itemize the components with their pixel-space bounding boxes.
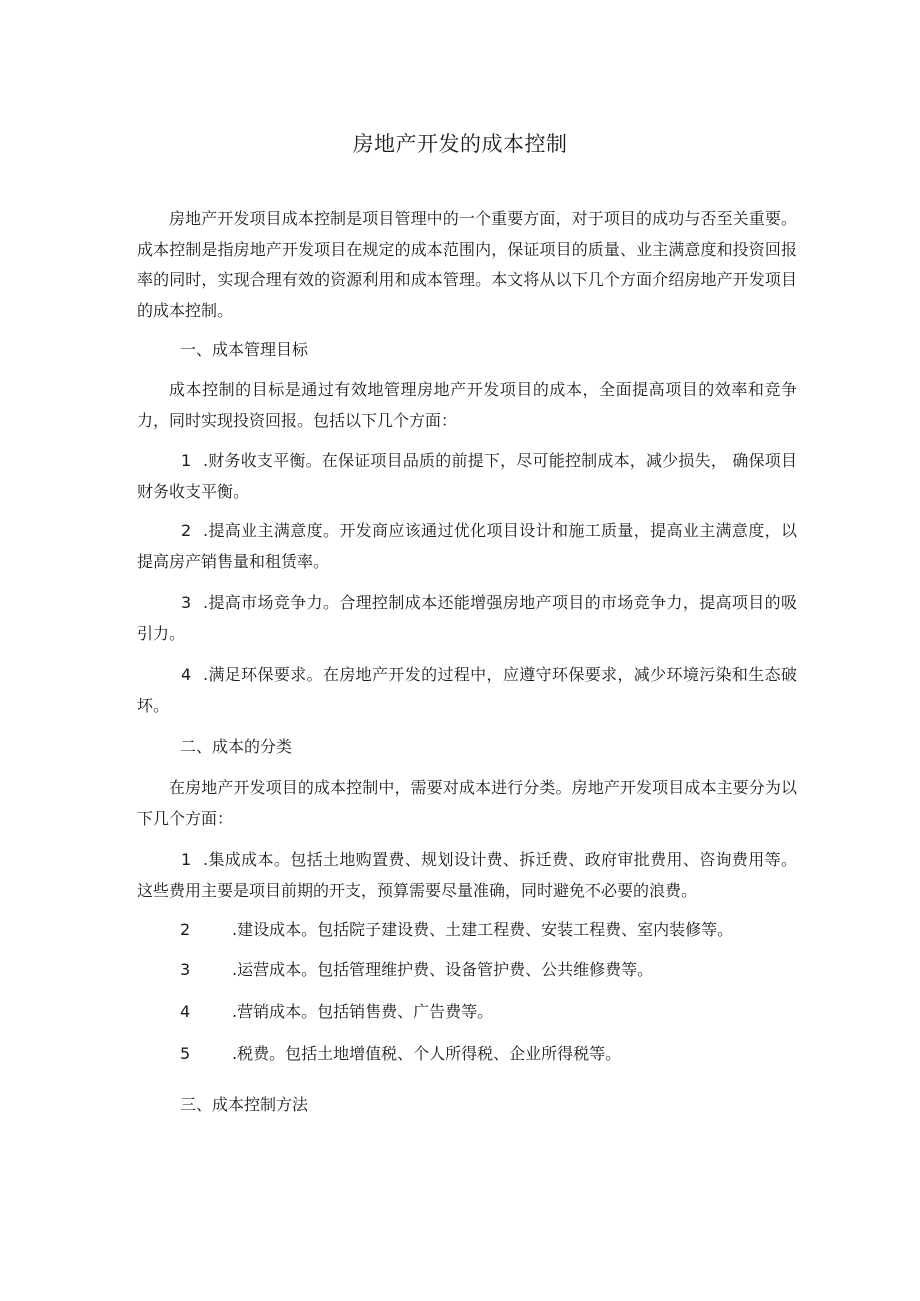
list-item	[137, 660, 797, 721]
list-item-text: .营销成本。包括销售费、广告费等。	[232, 1002, 494, 1021]
list-item	[180, 955, 653, 985]
section-heading-cost-control-methods: 三、成本控制方法	[180, 1095, 309, 1114]
list-item	[137, 845, 797, 906]
list-item-number: 5	[180, 1044, 191, 1063]
document-title: 房地产开发的成本控制	[352, 132, 568, 156]
list-item	[137, 446, 797, 507]
list-item-text: .建设成本。包括院子建设费、土建工程费、安装工程费、室内装修等。	[232, 920, 734, 939]
list-item	[180, 915, 733, 945]
list-item-number: 4	[180, 1002, 191, 1021]
list-item-text: .财务收支平衡。在保证项目品质的前提下，尽可能控制成本，减少损失， 确保项目财务收支平衡。	[137, 451, 797, 501]
list-item-number: 2	[181, 521, 192, 540]
list-item	[137, 516, 797, 577]
list-item-number: 2	[180, 920, 191, 939]
list-item-number: 1	[181, 850, 192, 869]
list-item-text: .集成成本。包括土地购置费、规划设计费、拆迁费、政府审批费用、咨询费用等。这些费用主要是项目前期的开支，预算需要尽量准确，同时避免不必要的浪费。	[137, 850, 797, 900]
section-heading-cost-classification: 二、成本的分类	[180, 737, 293, 756]
list-item-text: .提高市场竞争力。合理控制成本还能增强房地产项目的市场竞争力，提高项目的吸引力。	[137, 593, 797, 643]
list-item	[180, 997, 493, 1027]
list-item-text: .提高业主满意度。开发商应该通过优化项目设计和施工质量，提高业主满意度，以提高房产销售量和租赁率。	[137, 521, 797, 571]
section1-intro-paragraph: 成本控制的目标是通过有效地管理房地产开发项目的成本，全面提高项目的效率和竞争力，同时实现投资回报。包括以下几个方面：	[137, 380, 797, 430]
list-item-text: .满足环保要求。在房地产开发的过程中，应遵守环保要求，减少环境污染和生态破坏。	[137, 665, 797, 715]
list-item	[180, 1039, 621, 1069]
list-item-number: 3	[181, 593, 192, 612]
intro-paragraph: 房地产开发项目成本控制是项目管理中的一个重要方面，对于项目的成功与否至关重要。成本控制是指房地产开发项目在规定的成本范围内，保证项目的质量、业主满意度和投资回报率的同时，实现合理有效的资源利用和成本管理。本文将从以下几个方面介绍房地产开发项目的成本控制。	[137, 209, 797, 320]
section2-intro-paragraph: 在房地产开发项目的成本控制中，需要对成本进行分类。房地产开发项目成本主要分为以下几个方面：	[137, 778, 797, 828]
list-item-text: .运营成本。包括管理维护费、设备管护费、公共维修费等。	[232, 960, 654, 979]
list-item-number: 4	[181, 665, 192, 684]
section-heading-cost-goals: 一、成本管理目标	[180, 340, 309, 359]
list-item	[137, 588, 797, 649]
list-item-number: 3	[180, 960, 191, 979]
list-item-text: .税费。包括土地增值税、个人所得税、企业所得税等。	[232, 1044, 622, 1063]
list-item-number: 1	[181, 451, 192, 470]
